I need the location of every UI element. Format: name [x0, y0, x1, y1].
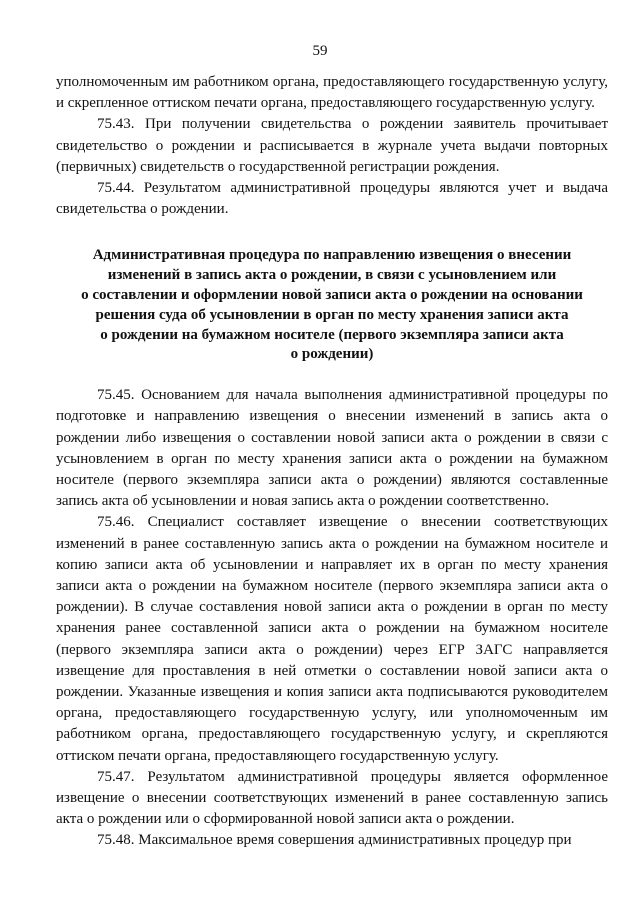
paragraph-continuation: уполномоченным им работником органа, предоставляющего государственную услугу, и скрепленное оттиском печати органа, предоставляющего государственную услугу. — [56, 74, 608, 112]
section-heading-line: изменений в запись акта о рождении, в связи с усыновлением или — [107, 267, 557, 284]
paragraph-75-45: 75.45. Основанием для начала выполнения административной процедуры по подготовке и направлению извещения о внесении изменений в запись акта о рождении либо извещения о составлении новой записи акта о рождении в связи с усыновлением в орган по месту хранения записи акта о рождении на бумажном носителе (первого экземпляра записи акта о рождении) являются составленные запись акта об усыновлении и новая запись акта о рождении соответственно. — [56, 387, 608, 510]
section-heading — [68, 246, 596, 365]
page-body — [56, 72, 608, 852]
paragraph-75-44: 75.44. Результатом административной процедуры являются учет и выдача свидетельства о рождении. — [56, 180, 608, 218]
paragraph-75-46: 75.46. Специалист составляет извещение о внесении соответствующих изменений в ранее составленную запись акта о рождении на бумажном носителе и копию записи акта об усыновлении и направляет их в орган по месту хранения записи акта о рождении на бумажном носителе (первого экземпляра записи акта о рождении). В случае составления новой записи акта о рождении в орган по месту хранения ранее составленной записи акта о рождении на бумажном носителе (первого экземпляра записи акта о рождении) через ЕГР ЗАГС направляется извещение для проставления в ней отметки о составлении новой записи акта о рождении. Указанные извещения и копия записи акта подписываются руководителем органа, предоставляющего государственную услугу, или уполномоченным им работником органа, предоставляющего государственную услугу, и скрепляются оттиском печати органа, предоставляющего государственную услугу. — [56, 514, 608, 764]
page-number: 59 — [312, 43, 328, 59]
section-heading-line: о составлении и оформлении новой записи акта о рождении на основании — [81, 287, 583, 304]
paragraph-75-48: 75.48. Максимальное время совершения административных процедур при — [97, 832, 572, 849]
section-heading-line: о рождении) — [290, 346, 374, 363]
paragraph-75-47: 75.47. Результатом административной процедуры является оформленное извещение о внесении соответствующих изменений в ранее составленную запись акта о рождении или о сформированной новой записи акта о рождении. — [56, 768, 608, 828]
section-heading-line: Административная процедура по направлению извещения о внесении — [92, 247, 572, 264]
paragraph-75-43: 75.43. При получении свидетельства о рождении заявитель прочитывает свидетельство о рождении и расписывается в журнале учета выдачи повторных (первичных) свидетельств о государственной регистрации рождения. — [56, 116, 608, 175]
section-heading-line: решения суда об усыновлении в орган по месту хранения записи акта — [95, 306, 569, 323]
section-heading-line: о рождении на бумажном носителе (первого экземпляра записи акта — [100, 326, 564, 343]
